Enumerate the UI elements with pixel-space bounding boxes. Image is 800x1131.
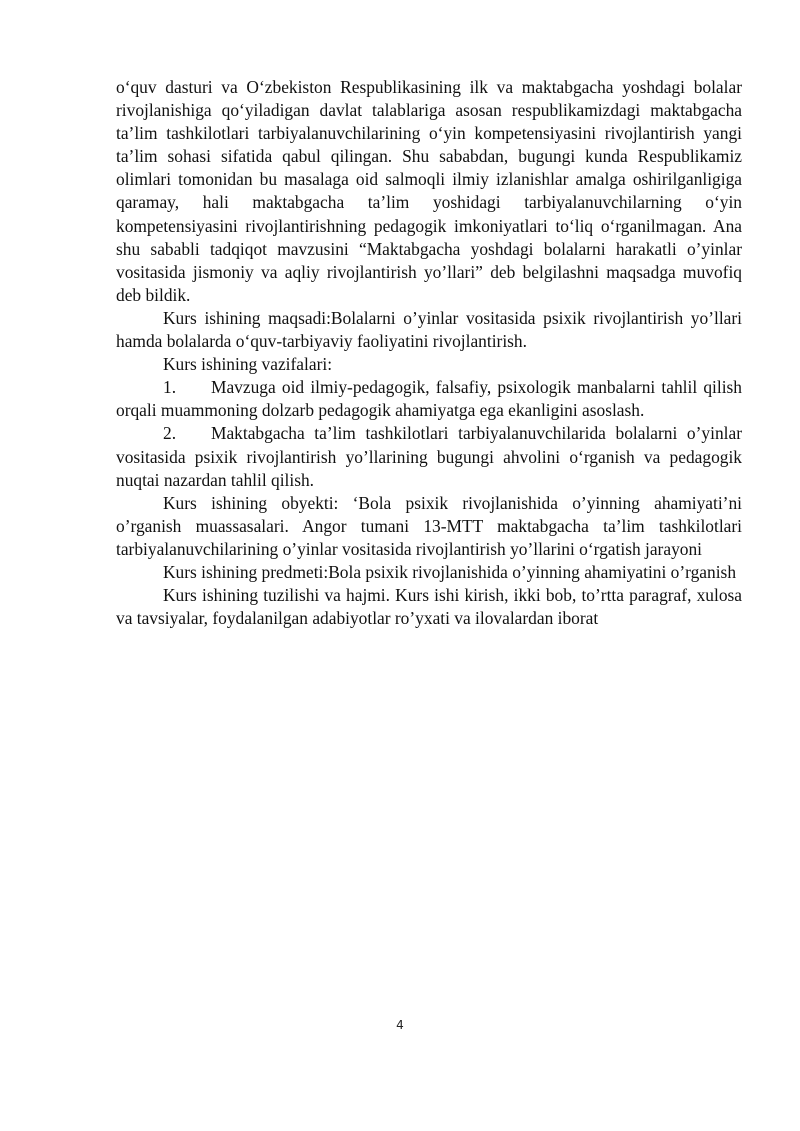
- paragraph-course-tasks-heading: Kurs ishining vazifalari:: [163, 354, 333, 375]
- paragraph-course-object: Kurs ishining obyekti: ‘Bola psixik rivojlanishida o’yinning ahamiyati’ni o’rganish muassasalari. Angor tumani 13-MTT maktabgacha ta’lim tashkilotlari tarbiyalanuvchilarining o’yinlar vositasida rivojlantirish yo’llarini o‘rgatish jarayoni: [116, 492, 742, 559]
- paragraph-course-goal: Kurs ishining maqsadi:Bolalarni o’yinlar vositasida psixik rivojlantirish yo’llari hamda bolalarda o‘quv-tarbiyaviy faoliyatini rivojlantirish.: [116, 307, 742, 352]
- paragraph-task-2: [116, 422, 742, 491]
- body-text: [116, 76, 742, 630]
- page-number: 4: [396, 1018, 404, 1032]
- task-text: Maktabgacha ta’lim tashkilotlari tarbiyalanuvchilarida bolalarni o’yinlar vositasida psixik rivojlantirish yo’llarining bugungi ahvolini o‘rganish va pedagogik nuqtai nazardan tahlil qilish.: [116, 423, 742, 490]
- paragraph-task-1: [116, 376, 742, 422]
- paragraph-course-structure: Kurs ishining tuzilishi va hajmi. Kurs ishi kirish, ikki bob, to’rtta paragraf, xulosa va tavsiyalar, foydalanilgan adabiyotlar ro’yxati va ilovalardan iborat: [116, 585, 742, 629]
- task-number: 2.: [163, 423, 177, 444]
- task-text: Mavzuga oid ilmiy-pedagogik, falsafiy, psixologik manbalarni tahlil qilish orqali muammoning dolzarb pedagogik ahamiyatga ega ekanligini asoslash.: [116, 377, 742, 421]
- task-number: 1.: [163, 377, 177, 398]
- paragraph-intro-continuation: o‘quv dasturi va O‘zbekiston Respublikasining ilk va maktabgacha yoshdagi bolalar rivojlanishiga qo‘yiladigan davlat talablariga asosan respublikamizdagi maktabgacha ta’lim tashkilotlari tarbiyalanuvchilarining o‘yin kompetensiyasini rivojlantirish yangi ta’lim sohasi sifatida qabul qilingan. Shu sababdan, bugungi kunda Respublikamiz olimlari tomonidan bu masalaga oid salmoqli ilmiy izlanishlar amalga oshirilganligiga qaramay, hali maktabgacha ta’lim yoshidagi tarbiyalanuvchilarning o‘yin kompetensiyasini rivojlantirishning pedagogik imkoniyatlari to‘liq o‘rganilmagan. Ana shu sababli tadqiqot mavzusini “Maktabgacha yoshdagi bolalarni harakatli o’yinlar vositasida jismoniy va aqliy rivojlantirish yo’llari” deb belgilashni maqsadga muvofiq deb bildik.: [116, 77, 742, 305]
- paragraph-course-subject: Kurs ishining predmeti:Bola psixik rivojlanishida o’yinning ahamiyatini o’rganish: [163, 561, 737, 582]
